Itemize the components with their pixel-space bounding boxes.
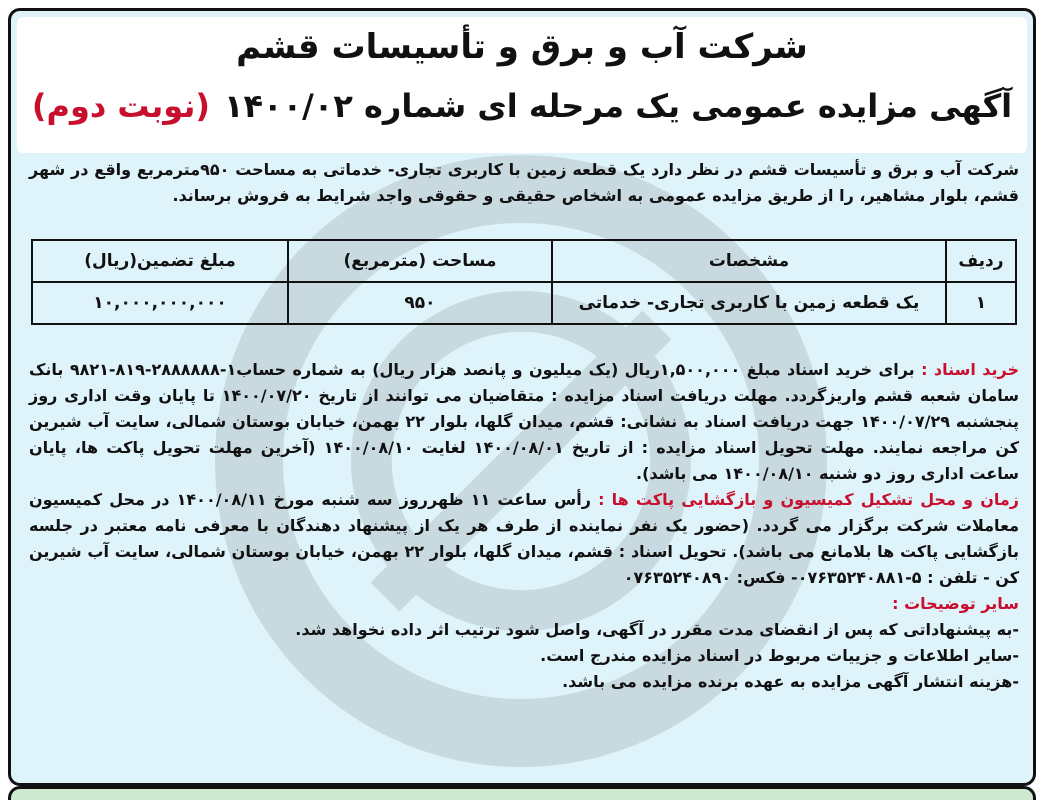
details-section [29,357,1019,695]
note-item: -سایر اطلاعات و جزییات مربوط در اسناد مزایده مندرج است. [540,646,1019,665]
commission-paragraph [29,487,1019,591]
purchase-label: خرید اسناد : [921,360,1020,379]
cell-area: ۹۵۰ [288,282,552,324]
note-item: -هزینه انتشار آگهی مزایده به عهده برنده مزایده می باشد. [562,672,1019,691]
header-guarantee-amount: مبلغ تضمین(ریال) [32,240,288,282]
company-title: شرکت آب و برق و تأسیسات قشم [236,27,808,67]
cell-guarantee-amount: ۱۰,۰۰۰,۰۰۰,۰۰۰ [32,282,288,324]
cell-specification: یک قطعه زمین با کاربری تجاری- خدماتی [552,282,946,324]
notice-frame [8,8,1036,786]
purchase-text: برای خرید اسناد مبلغ ۱,۵۰۰,۰۰۰ریال (یک میلیون و پانصد هزار ریال) به شماره حساب۱-۲۸۸۸۸۸۸-۸۱۹-۹۸۲۱ بانک سامان شعبه قشم واریزگردد. مهلت دریافت اسناد مزایده : متقاضیان می توانند از تاریخ ۱۴۰۰/۰۷/۲۰ تا پایان وقت اداری روز پنجشنبه ۱۴۰۰/۰۷/۲۹ جهت دریافت اسناد به نشانی: قشم، میدان گلها، بلوار ۲۲ بهمن، خیابان بوستان شمالی، سایت آب شیرین کن مراجعه نمایند. مهلت تحویل اسناد مزایده : از تاریخ ۱۴۰۰/۰۸/۰۱ لغایت ۱۴۰۰/۰۸/۱۰ (آخرین مهلت تحویل پاکت ها، پایان ساعت اداری روز دو شنبه ۱۴۰۰/۰۸/۱۰ می باشد). [29,360,1020,483]
auction-items-table [31,239,1017,325]
next-ad-strip [8,786,1036,800]
header-area: مساحت (مترمربع) [288,240,552,282]
notice-title [17,87,1027,125]
commission-text: رأس ساعت ۱۱ ظهرروز سه شنبه مورخ ۱۴۰۰/۰۸/۱۱ در محل کمیسیون معاملات شرکت برگزار می گردد. (حضور یک نفر نماینده از طرف هر یک از پیشنهاد دهندگان با معرفی نامه معتبر در جلسه بازگشایی پاکت ها بلامانع می باشد). تحویل اسناد : قشم، میدان گلها، بلوار ۲۲ بهمن، خیابان بوستان شمالی، سایت آب شیرین کن - تلفن : ۵-۰۷۶۳۵۲۴۰۸۸۱- فکس: ۰۷۶۳۵۲۴۰۸۹۰ [29,490,1020,587]
purchase-paragraph [29,357,1019,487]
notes-title: سایر توضیحات : [892,594,1019,613]
notice-header [17,17,1027,153]
note-item: -به پیشنهاداتی که پس از انقضای مدت مقرر در آگهی، واصل شود ترتیب اثر داده نخواهد شد. [295,620,1019,639]
header-specification: مشخصات [552,240,946,282]
round-badge: (نوبت دوم) [31,87,210,125]
table-header-row [32,240,1016,282]
table-row [32,282,1016,324]
commission-label: زمان و محل تشکیل کمیسیون و بازگشایی پاکت ها : [598,490,1020,509]
cell-row-number: ۱ [946,282,1016,324]
notice-title-text: آگهی مزایده عمومی یک مرحله ای شماره ۱۴۰۰/۰۲ [223,87,1013,125]
intro-paragraph: شرکت آب و برق و تأسیسات قشم در نظر دارد یک قطعه زمین با کاربری تجاری- خدماتی به مساحت ۹۵۰مترمربع واقع در شهر قشم، بلوار مشاهیر، را از طریق مزایده عمومی به اشخاص حقیقی و حقوقی واجد شرایط به فروش برساند. [29,160,1020,205]
header-row-number: ردیف [946,240,1016,282]
